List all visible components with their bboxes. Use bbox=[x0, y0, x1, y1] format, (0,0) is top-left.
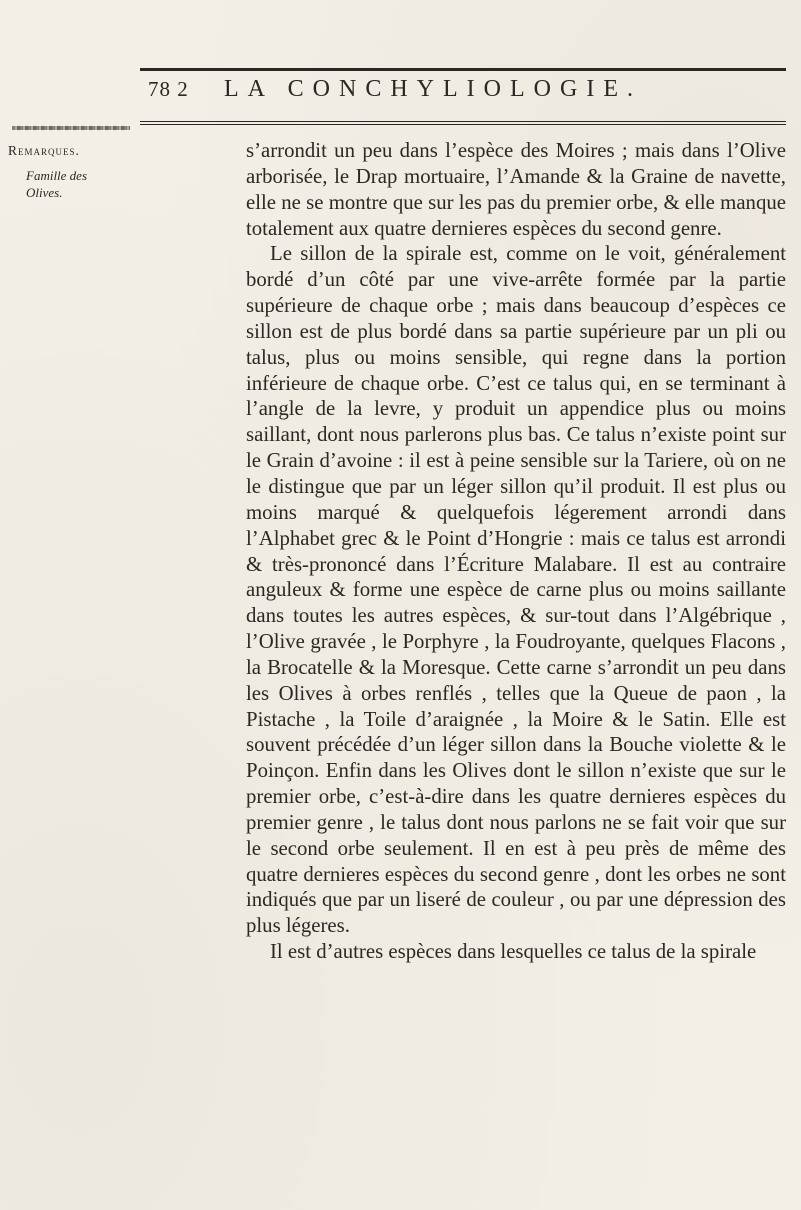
header-rule bbox=[140, 121, 786, 122]
running-title: LA CONCHYLIOLOGIE. bbox=[224, 76, 642, 102]
page-number: 78 2 bbox=[148, 77, 189, 101]
paragraph-2: Le sillon de la spirale est, comme on le voit, généralement bordé d’un côté par une vive-arrête formée par la partie supérieure de chaque orbe ; mais dans beaucoup d’espèces ce sillon est de plus bordé dans sa partie supérieure par un pli ou talus, plus ou moins sensible, qui regne dans la portion inférieure de chaque orbe. C’est ce talus qui, en se terminant à l’angle de la levre, y produit un appendice plus ou moins saillant, dont nous parlerons plus bas. Ce talus n’existe point sur le Grain d’avoine : il est à peine sensible sur la Tariere, où on ne le distingue que par un léger sillon qu’il produit. Il est plus ou moins marqué & quelquefois légerement arrondi dans l’Alphabet grec & le Point d’Hongrie : mais ce talus est arrondi & très-prononcé dans l’Écriture Malabare. Il est au contraire anguleux & forme une espèce de carne plus ou moins saillante dans toutes les autres espèces, & sur-tout dans l’Algébrique , l’Olive gravée , le Porphyre , la Foudroyante, quelques Flacons , la Brocatelle & la Moresque. Cette carne s’arrondit un peu dans les Olives à orbes renflés , telles que la Queue de paon , la Pistache , la Toile d’araignée , la Moire & le Satin. Elle est souvent précédée d’un léger sillon dans la Bouche violette & le Poinçon. Enfin dans les Olives dont le sillon n’existe que sur le premier orbe, c’est-à-dire dans les quatre dernieres espèces du premier genre , le talus dont nous parlons ne se fait voir que sur le second orbe seulement. Il en est à peu près de même des quatre dernieres espèces du second genre , dont les orbes ne sont indiqués que par un liseré de couleur , ou par une dépression des plus légeres. bbox=[246, 242, 786, 938]
page-header bbox=[148, 76, 788, 112]
margin-subheading: Famille des Olives. bbox=[26, 168, 88, 200]
margin-notes bbox=[8, 143, 128, 201]
paragraph-1: s’arrondit un peu dans l’espèce des Moires ; mais dans l’Olive arborisée, le Drap mortuaire, l’Amande & la Graine de navette, elle ne se montre que sur les pas du premier orbe, & elle manque totalement aux quatre dernieres espèces du second genre. bbox=[246, 139, 786, 240]
header-rule-lower bbox=[140, 124, 786, 125]
margin-ornament bbox=[12, 126, 130, 130]
top-rule bbox=[140, 68, 786, 71]
margin-heading: Remarques. bbox=[8, 143, 80, 158]
paragraph-3: Il est d’autres espèces dans lesquelles ce talus de la spirale bbox=[270, 940, 757, 964]
body-text bbox=[246, 138, 786, 965]
